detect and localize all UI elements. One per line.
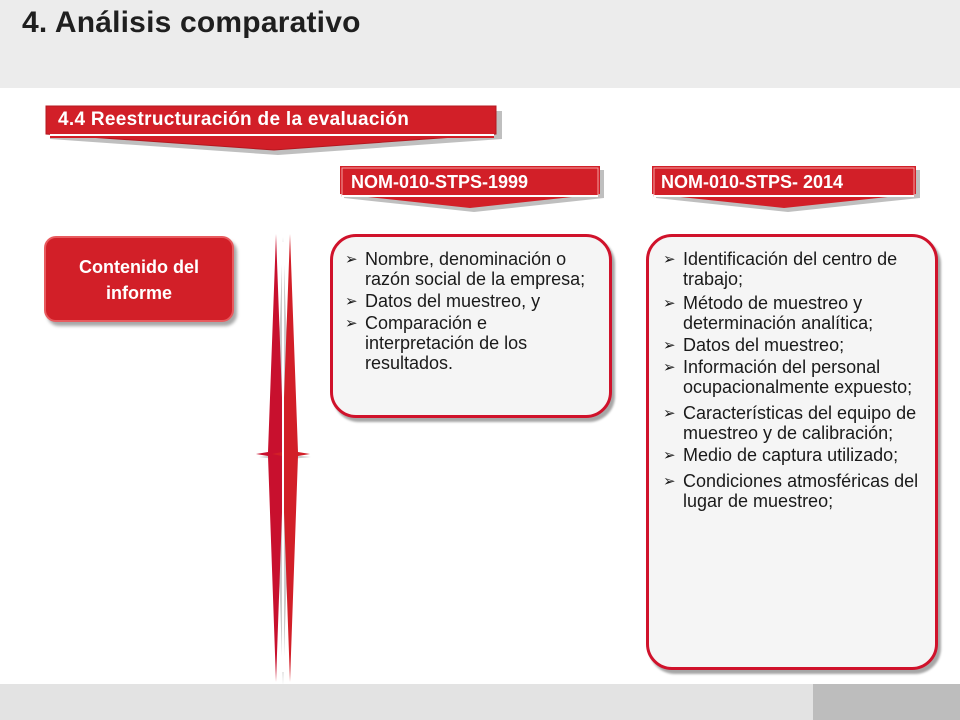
subtitle-banner-label: 4.4 Reestructuración de la evaluación (58, 109, 410, 130)
column-2-header: NOM-010-STPS- 2014 (661, 172, 844, 192)
vertical-arrow-icon (254, 232, 312, 684)
list-item: ➢ Nombre, denominación o razón social de la empresa; (345, 249, 586, 289)
arrow-bullet-icon: ➢ (663, 251, 676, 268)
list-item: ➢ Características del equipo de muestreo y de calibración; (663, 403, 917, 443)
arrow-bullet-icon: ➢ (663, 447, 676, 464)
arrow-bullet-icon: ➢ (663, 359, 676, 376)
list-item: ➢ Datos del muestreo; (663, 335, 845, 355)
footer-accent-block (813, 684, 960, 720)
arrow-bullet-icon: ➢ (663, 337, 676, 354)
arrow-bullet-icon: ➢ (345, 315, 358, 332)
row-label-pill (44, 236, 234, 322)
column-1-header: NOM-010-STPS-1999 (351, 172, 529, 192)
arrow-bullet-icon: ➢ (663, 473, 676, 490)
list-item: ➢ Condiciones atmosféricas del lugar de muestreo; (663, 471, 919, 511)
list-item: ➢ Medio de captura utilizado; (663, 445, 899, 465)
row-label: Contenido del informe (79, 257, 199, 303)
list-item: ➢ Método de muestreo y determinación analítica; (663, 293, 874, 333)
column-2-list (649, 237, 935, 511)
list-item: ➢ Información del personal ocupacionalmente expuesto; (663, 357, 913, 397)
list-item: ➢ Comparación e interpretación de los resultados. (345, 313, 528, 373)
arrow-bullet-icon: ➢ (345, 293, 358, 310)
column-1-list (333, 237, 609, 373)
slide-title: 4. Análisis comparativo (22, 6, 361, 39)
arrow-bullet-icon: ➢ (663, 405, 676, 422)
column-1-box (330, 234, 612, 418)
arrow-bullet-icon: ➢ (663, 295, 676, 312)
arrow-bullet-icon: ➢ (345, 251, 358, 268)
column-2-box (646, 234, 938, 670)
list-item: ➢ Identificación del centro de trabajo; (663, 249, 898, 289)
list-item: ➢ Datos del muestreo, y (345, 291, 541, 311)
